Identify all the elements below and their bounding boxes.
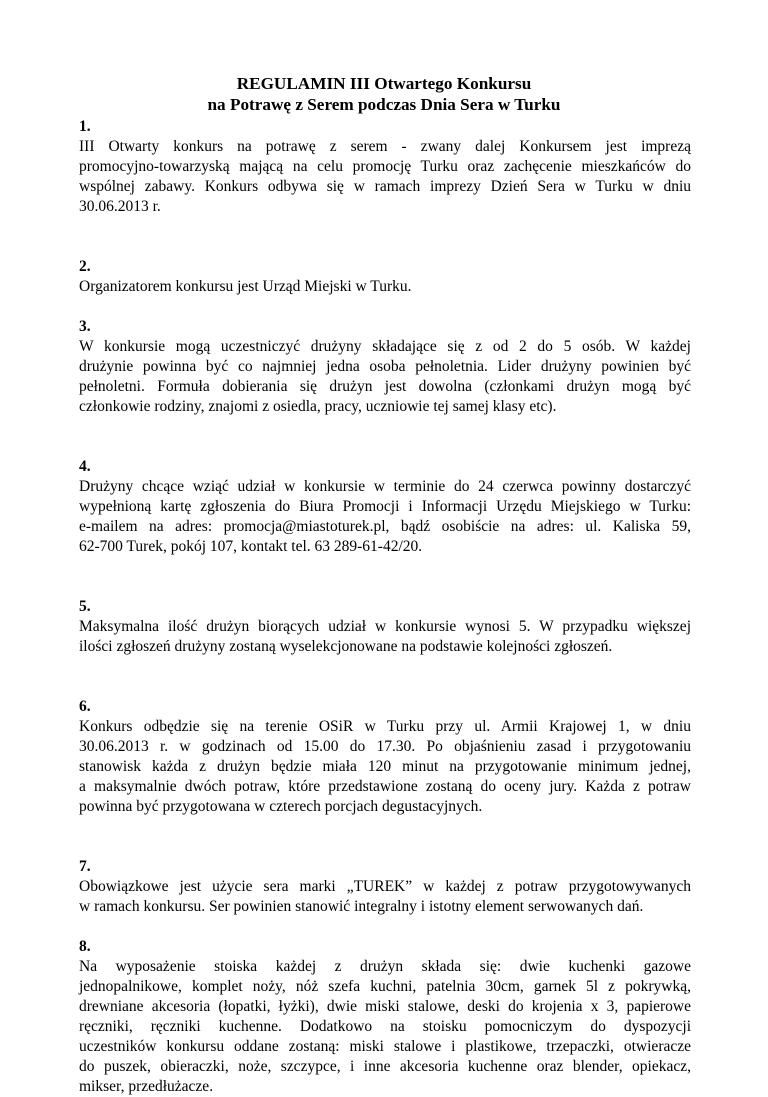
section-text-line: ilości zgłoszeń drużyny zostaną wyselekcjonowane na podstawie kolejności zgłoszeń. [79, 638, 613, 655]
document-title-line-2: na Potrawę z Serem podczas Dnia Sera w Turku [207, 95, 561, 114]
section-number: 4. [79, 458, 91, 475]
section-body [79, 337, 691, 417]
section-body [79, 277, 691, 297]
section-body [79, 877, 691, 917]
section-body [79, 477, 691, 557]
section-text-line: drużynie powinna być co najmniej jedna osoba pełnoletnia. Lider drużyny powinien być [79, 358, 691, 375]
section-text-line: uczestników konkursu oddane zostaną: miski stalowe i plastikowe, trzepaczki, otwieracze [79, 1038, 691, 1055]
section-text-line: do puszek, obieraczki, noże, szczypce, i inne akcesoria kuchenne oraz blender, opiekacz, [79, 1058, 691, 1075]
section-text-line: a maksymalnie dwóch potraw, które przedstawione zostaną do oceny jury. Każda z potraw [79, 778, 691, 795]
section-text-line: w ramach konkursu. Ser powinien stanowić integralny i istotny element serwowanych dań. [79, 898, 644, 915]
section-text-line: promocyjno-towarzyską mającą na celu promocję Turku oraz zachęcenie mieszkańców do [79, 158, 691, 175]
section-number: 8. [79, 938, 91, 955]
section-text-line: drewniane akcesoria (łopatki, łyżki), dwie miski stalowe, deski do krojenia x 3, papierowe [79, 998, 691, 1015]
section-text-line: Na wyposażenie stoiska każdej z drużyn składa się: dwie kuchenki gazowe [79, 958, 691, 975]
section-text-line: e-mailem na adres: promocja@miastoturek.pl, bądź osobiście na adres: ul. Kaliska 59, [79, 518, 691, 535]
section-text-line: Konkurs odbędzie się na terenie OSiR w Turku przy ul. Armii Krajowej 1, w dniu [79, 718, 691, 735]
section-1 [79, 117, 691, 217]
section-number: 5. [79, 598, 91, 615]
section-text-line: członkowie rodziny, znajomi z osiedla, pracy, uczniowie tej samej klasy etc). [79, 398, 557, 415]
section-4 [79, 457, 691, 557]
section-text-line: powinna być przygotowana w czterech porcjach degustacyjnych. [79, 798, 483, 815]
section-number: 7. [79, 858, 91, 875]
section-3 [79, 317, 691, 417]
section-text-line: 30.06.2013 r. [79, 198, 161, 215]
section-number: 3. [79, 318, 91, 335]
document-title-line-1: REGULAMIN III Otwartego Konkursu [236, 74, 532, 93]
section-text-line: 30.06.2013 r. w godzinach od 15.00 do 17.30. Po objaśnieniu zasad i przygotowaniu [79, 738, 691, 755]
section-text-line: 62-700 Turek, pokój 107, kontakt tel. 63 289-61-42/20. [79, 538, 423, 555]
section-2 [79, 257, 691, 297]
section-number: 2. [79, 258, 91, 275]
section-text-line: pełnoletni. Formuła dobierania się drużyn jest dowolna (członkami drużyn mogą być [79, 378, 691, 395]
section-7 [79, 857, 691, 917]
section-5 [79, 597, 691, 657]
section-text-line: jednopalnikowe, komplet noży, nóż szefa kuchni, patelnia 30cm, garnek 5l z pokrywką, [79, 978, 691, 995]
section-text-line: Maksymalna ilość drużyn biorących udział w konkursie wynosi 5. W przypadku większej [79, 618, 691, 635]
section-text-line: mikser, przedłużacze. [79, 1078, 214, 1095]
section-number: 6. [79, 698, 91, 715]
section-text-line: ręczniki, ręczniki kuchenne. Dodatkowo na stoisku pomocniczym do dyspozycji [79, 1018, 691, 1035]
section-text-line: wspólnej zabawy. Konkurs odbywa się w ramach imprezy Dzień Sera w Turku w dniu [79, 178, 691, 195]
section-text-line: III Otwarty konkurs na potrawę z serem - zwany dalej Konkursem jest imprezą [79, 138, 691, 155]
section-6 [79, 697, 691, 817]
section-8 [79, 937, 691, 1097]
section-body [79, 137, 691, 217]
section-text-line: wypełnioną kartę zgłoszenia do Biura Promocji i Informacji Urzędu Miejskiego w Turku: [79, 498, 691, 515]
section-body [79, 957, 691, 1097]
section-text-line: W konkursie mogą uczestniczyć drużyny składające się z od 2 do 5 osób. W każdej [79, 338, 691, 355]
section-body [79, 617, 691, 657]
section-text-line: stanowisk każda z drużyn będzie miała 120 minut na przygotowanie minimum jednej, [79, 758, 691, 775]
section-text-line: Organizatorem konkursu jest Urząd Miejski w Turku. [79, 278, 412, 295]
section-text-line: Obowiązkowe jest użycie sera marki „TUREK” w każdej z potraw przygotowywanych [79, 878, 691, 895]
section-body [79, 717, 691, 817]
section-number: 1. [79, 118, 91, 135]
section-text-line: Drużyny chcące wziąć udział w konkursie w terminie do 24 czerwca powinny dostarczyć [79, 478, 691, 495]
